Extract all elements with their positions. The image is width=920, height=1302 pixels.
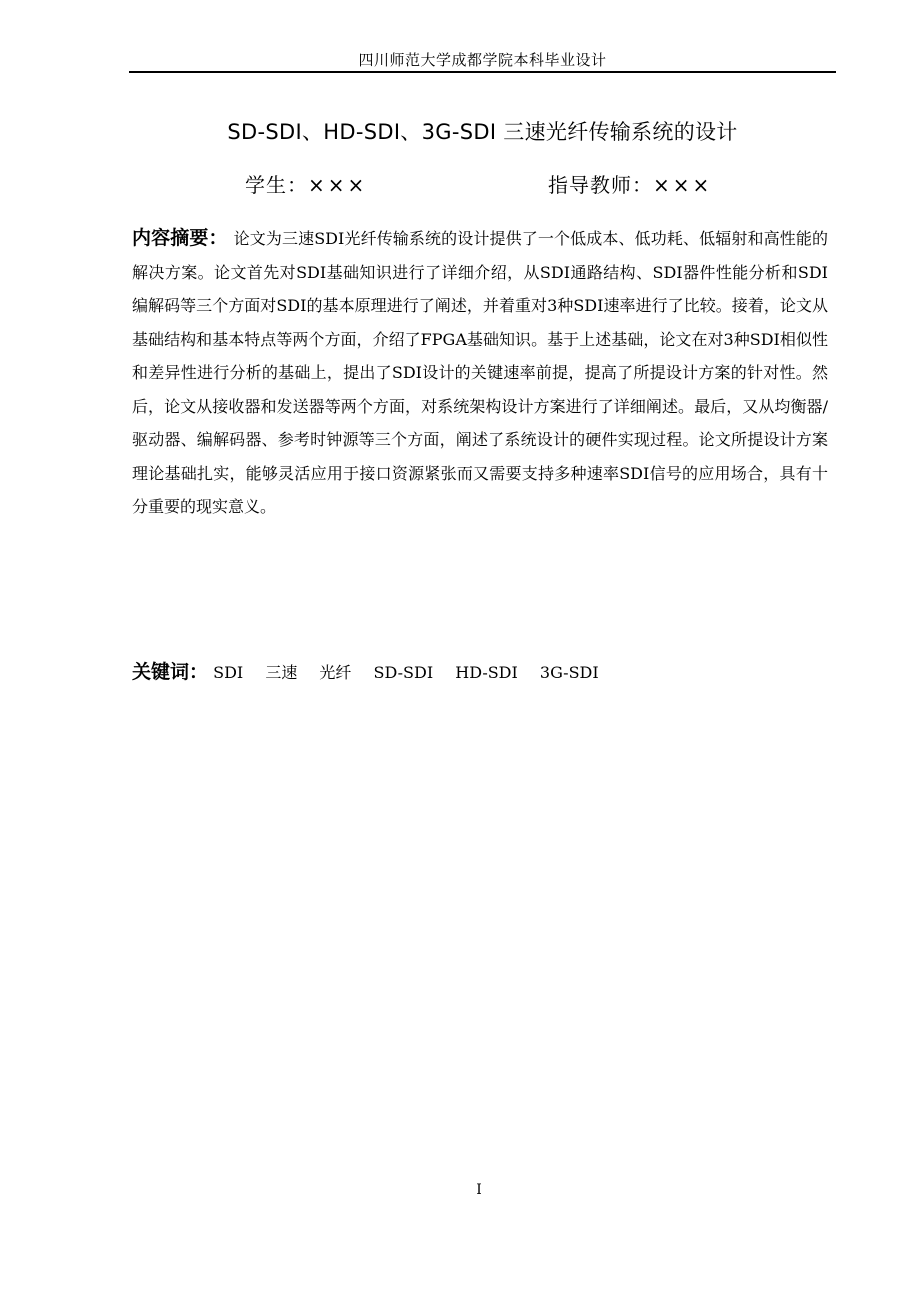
abstract-paragraph bbox=[132, 222, 828, 524]
page-header: 四川师范大学成都学院本科毕业设计 bbox=[358, 51, 607, 69]
abstract-label: 内容摘要： bbox=[132, 227, 228, 249]
keyword-item: 三速 bbox=[265, 663, 298, 682]
abstract-text: 论文为三速SDI光纤传输系统的设计提供了一个低成本、低功耗、低辐射和高性能的解决方案。论文首先对SDI基础知识进行了详细介绍，从SDI通路结构、SDI器件性能分析和SDI编解码等三个方面对SDI的基本原理进行了阐述，并着重对3种SDI速率进行了比较。接着，论文从基础结构和基本特点等两个方面，介绍了FPGA基础知识。基于上述基础，论文在对3种SDI相似性和差异性进行分析的基础上，提出了SDI设计的关键速率前提，提高了所提设计方案的针对性。然后，论文从接收器和发送器等两个方面，对系统架构设计方案进行了详细阐述。最后，又从均衡器/驱动器、编解码器、参考时钟源等三个方面，阐述了系统设计的硬件实现过程。论文所提设计方案理论基础扎实，能够灵活应用于接口资源紧张而又需要支持多种速率SDI信号的应用场合，具有十分重要的现实意义。 bbox=[132, 229, 828, 516]
keyword-item: SDI bbox=[213, 663, 244, 682]
keyword-item: 光纤 bbox=[319, 663, 352, 682]
keyword-item: SD-SDI bbox=[373, 663, 434, 682]
keywords-label: 关键词： bbox=[132, 661, 209, 683]
keywords-line bbox=[132, 656, 616, 689]
student-label: 学生： bbox=[245, 173, 308, 197]
keyword-item: HD-SDI bbox=[455, 663, 518, 682]
advisor-name: ××× bbox=[653, 173, 713, 197]
advisor-byline bbox=[548, 168, 712, 202]
advisor-label: 指导教师： bbox=[548, 173, 653, 197]
page-number: I bbox=[476, 1182, 482, 1198]
header-divider bbox=[129, 71, 836, 73]
keyword-item: 3G-SDI bbox=[539, 663, 599, 682]
student-name: ××× bbox=[308, 173, 368, 197]
thesis-title: SD-SDI、HD-SDI、3G-SDI 三速光纤传输系统的设计 bbox=[227, 120, 738, 144]
student-byline bbox=[245, 168, 367, 202]
